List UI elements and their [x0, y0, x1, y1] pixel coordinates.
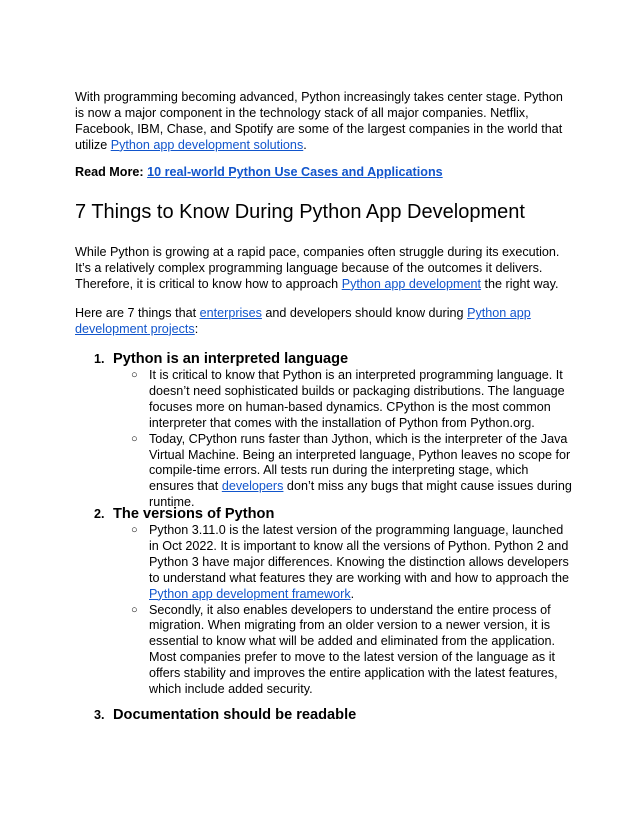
- list-item: ○ Python 3.11.0 is the latest version of the programming language, launched in Oct 2022. It is important to know all the versions of Python. Python 2 and Python 3 have major differences. Knowing the distinction allows developers to understand what features they are working with and how to approach the Python app development framework.: [131, 523, 570, 601]
- section-title: 2. The versions of Python: [94, 506, 275, 522]
- intro-paragraph: With programming becoming advanced, Python increasingly takes center stage. Python is now a major component in the technology stack of all major companies. Netflix, Facebook, IBM, Chase, and Spotify are some of the largest companies in the world that utilize Python app development solutions.: [75, 90, 563, 152]
- python-app-development-solutions-link[interactable]: Python app development solutions: [110, 137, 304, 152]
- section-interpreted-language: [94, 350, 574, 511]
- list-item: ○ It is critical to know that Python is an interpreted programming language. It doesn’t need sophisticated builds or packaging distributions. The language focuses more on human-based dynamics. CPython is the most common interpreter that comes with the installation of Python from Python.org.: [131, 368, 565, 430]
- things-intro-paragraph: Here are 7 things that enterprises and developers should know during Python app development projects:: [75, 306, 531, 336]
- section-title: 1. Python is an interpreted language: [94, 351, 349, 367]
- circle-bullet-icon: ○: [131, 603, 138, 616]
- read-more-line: Read More: 10 real-world Python Use Cases and Applications: [75, 165, 443, 179]
- python-app-development-framework-link[interactable]: Python app development framework: [149, 586, 351, 601]
- enterprises-link[interactable]: enterprises: [199, 306, 262, 320]
- circle-bullet-icon: ○: [131, 432, 138, 445]
- growth-paragraph: While Python is growing at a rapid pace, companies often struggle during its execution. It’s a relatively complex programming language because of the outcomes it delivers. Therefore, it is critical to know how to approach Python app development the right way.: [75, 245, 560, 291]
- section-python-versions: [94, 505, 574, 698]
- circle-bullet-icon: ○: [131, 369, 138, 381]
- bullet-list: [94, 368, 574, 511]
- section-documentation: [94, 706, 574, 724]
- python-app-development-link[interactable]: Python app development: [341, 276, 482, 291]
- python-app-development-projects-link[interactable]: Python app development projects: [75, 306, 531, 336]
- section-title: 3. Documentation should be readable: [94, 707, 357, 723]
- list-item: ○ Secondly, it also enables developers to understand the entire process of migration. When migrating from an older version to a newer version, it is essential to know what will be added and eliminated from the application. Most companies prefer to move to the latest version of the language as it offers stability and improves the entire application with the latest features, which include added security.: [131, 602, 558, 697]
- circle-bullet-icon: ○: [131, 524, 138, 536]
- developers-link[interactable]: developers: [221, 479, 284, 494]
- list-item: ○ Today, CPython runs faster than Jython, which is the interpreter of the Java Virtual Machine. Being an interpreted language, Python leaves no scope for compile-time errors. All tests run during the interpreting stage, which ensures that developers don’t miss any bugs that might cause issues during runtime.: [131, 431, 572, 510]
- bullet-list: [94, 523, 574, 698]
- page-heading: 7 Things to Know During Python App Development: [75, 201, 525, 223]
- read-more-link[interactable]: 10 real-world Python Use Cases and Applications: [147, 165, 443, 179]
